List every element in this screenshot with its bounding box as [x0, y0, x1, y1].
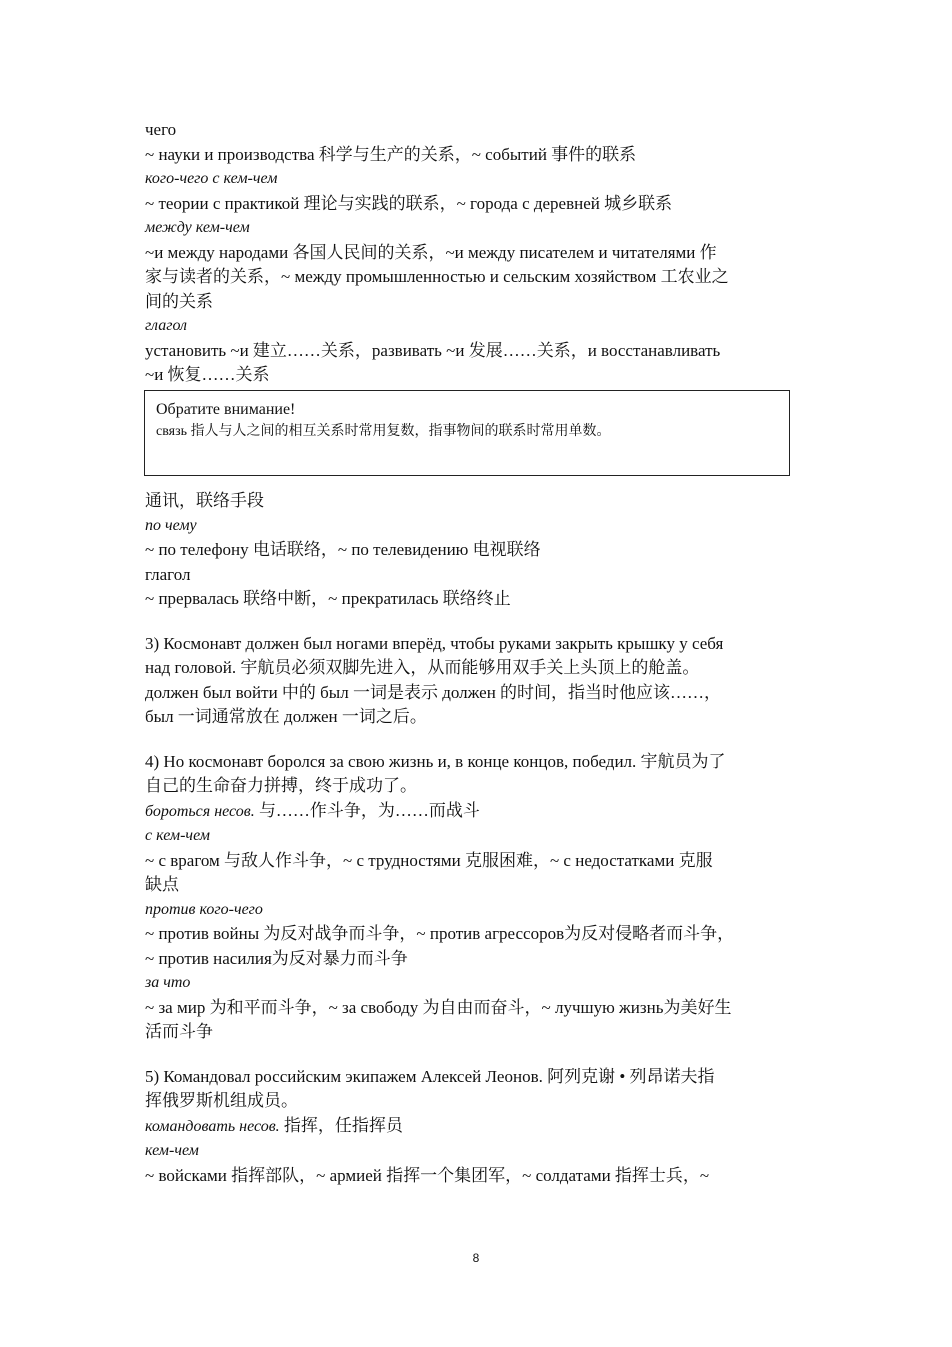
attention-note-box — [144, 390, 790, 476]
text-line: глагол — [145, 317, 188, 334]
text-line: был 一词通常放在 должен 一词之后。 — [145, 707, 427, 726]
text-line: с кем-чем — [145, 827, 210, 844]
entry-headword: бороться несов. — [145, 802, 255, 820]
entry-translation: 指挥，任指挥员 — [279, 1115, 403, 1135]
paragraph-gap — [145, 612, 815, 632]
text-line: ~ с врагом 与敌人作斗争，~ с трудностями 克服困难，~ с недостатками 克服 — [145, 850, 713, 870]
text-line: 通讯，联络手段 — [145, 491, 264, 510]
text-line: 自己的生命奋力拼搏，终于成功了。 — [145, 776, 417, 795]
text-line: по чему — [145, 516, 197, 534]
text-line: ~ по телефону 电话联络，~ по телевидению 电视联络 — [145, 540, 541, 559]
text-line: ~ прервалась 联络中断，~ прекратилась 联络终止 — [145, 589, 511, 608]
entry-headword: командовать несов. — [145, 1117, 280, 1135]
text-line: 3) Космонавт должен был ногами вперёд, чтобы руками закрыть крышку у себя — [145, 633, 724, 653]
text-line: ~и 恢复……关系 — [145, 365, 270, 384]
text-line: ~ войсками 指挥部队，~ армией 指挥一个集团军，~ солдатами 指挥士兵，~ — [145, 1165, 710, 1185]
text-line: чего — [145, 120, 177, 139]
section-b — [145, 489, 815, 1188]
text-line: 挥俄罗斯机组成员。 — [145, 1091, 298, 1110]
text-line: между кем-чем — [145, 219, 250, 236]
note-text: связь 指人与人之间的相互关系时常用复数，指事物间的联系时常用单数。 — [156, 424, 611, 439]
text-line: 5) Командовал российским экипажем Алексей Леонов. 阿列克谢 • 列昂诺夫指 — [145, 1066, 715, 1086]
text-line: ~ за мир 为和平而斗争，~ за свободу 为自由而奋斗，~ лучшую жизнь为美好生 — [145, 997, 732, 1017]
text-line: установить ~и 建立……关系，развивать ~и 发展……关系，и восстанавливать — [145, 340, 721, 360]
text-line: 活而斗争 — [145, 1022, 213, 1041]
text-line: ~ против насилия为反对暴力而斗争 — [145, 948, 408, 968]
page-number: 8 — [472, 1251, 480, 1265]
section-a — [145, 118, 815, 388]
text-line: кого-чего с кем-чем — [145, 170, 278, 187]
text-line — [145, 1114, 815, 1140]
text-line: ~и между народами 各国人民间的关系，~и между писателем и читателями 作 — [145, 242, 717, 262]
entry-translation: 与……作斗争，为……而战斗 — [254, 800, 480, 820]
text-line: за что — [145, 974, 191, 991]
text-line: против кого-чего — [145, 900, 263, 918]
text-line: кем-чем — [145, 1142, 199, 1159]
text-line: 间的关系 — [145, 291, 213, 311]
text-line: 家与读者的关系，~ между промышленностью и сельским хозяйством 工农业之 — [145, 267, 729, 286]
text-line: ~ против войны 为反对战争而斗争，~ против агрессоров为反对侵略者而斗争， — [145, 924, 735, 943]
text-line: должен был войти 中的 был 一词是表示 должен 的时间，指当时他应该……， — [145, 682, 722, 702]
note-title: Обратите внимание! — [156, 401, 296, 418]
paragraph-gap — [145, 1045, 815, 1065]
text-line: над головой. 宇航员必须双脚先进入，从而能够用双手关上头顶上的舱盖。 — [145, 658, 700, 677]
text-line — [145, 799, 815, 825]
paragraph-gap — [145, 730, 815, 750]
text-line: глагол — [145, 564, 191, 584]
text-line: 缺点 — [145, 875, 179, 894]
text-line: 4) Но космонавт боролся за свою жизнь и, в конце концов, победил. 宇航员为了 — [145, 751, 726, 771]
text-line: ~ теории с практикой 理论与实践的联系，~ города с деревней 城乡联系 — [145, 193, 673, 213]
text-line: ~ науки и производства 科学与生产的关系，~ событий 事件的联系 — [145, 144, 637, 164]
